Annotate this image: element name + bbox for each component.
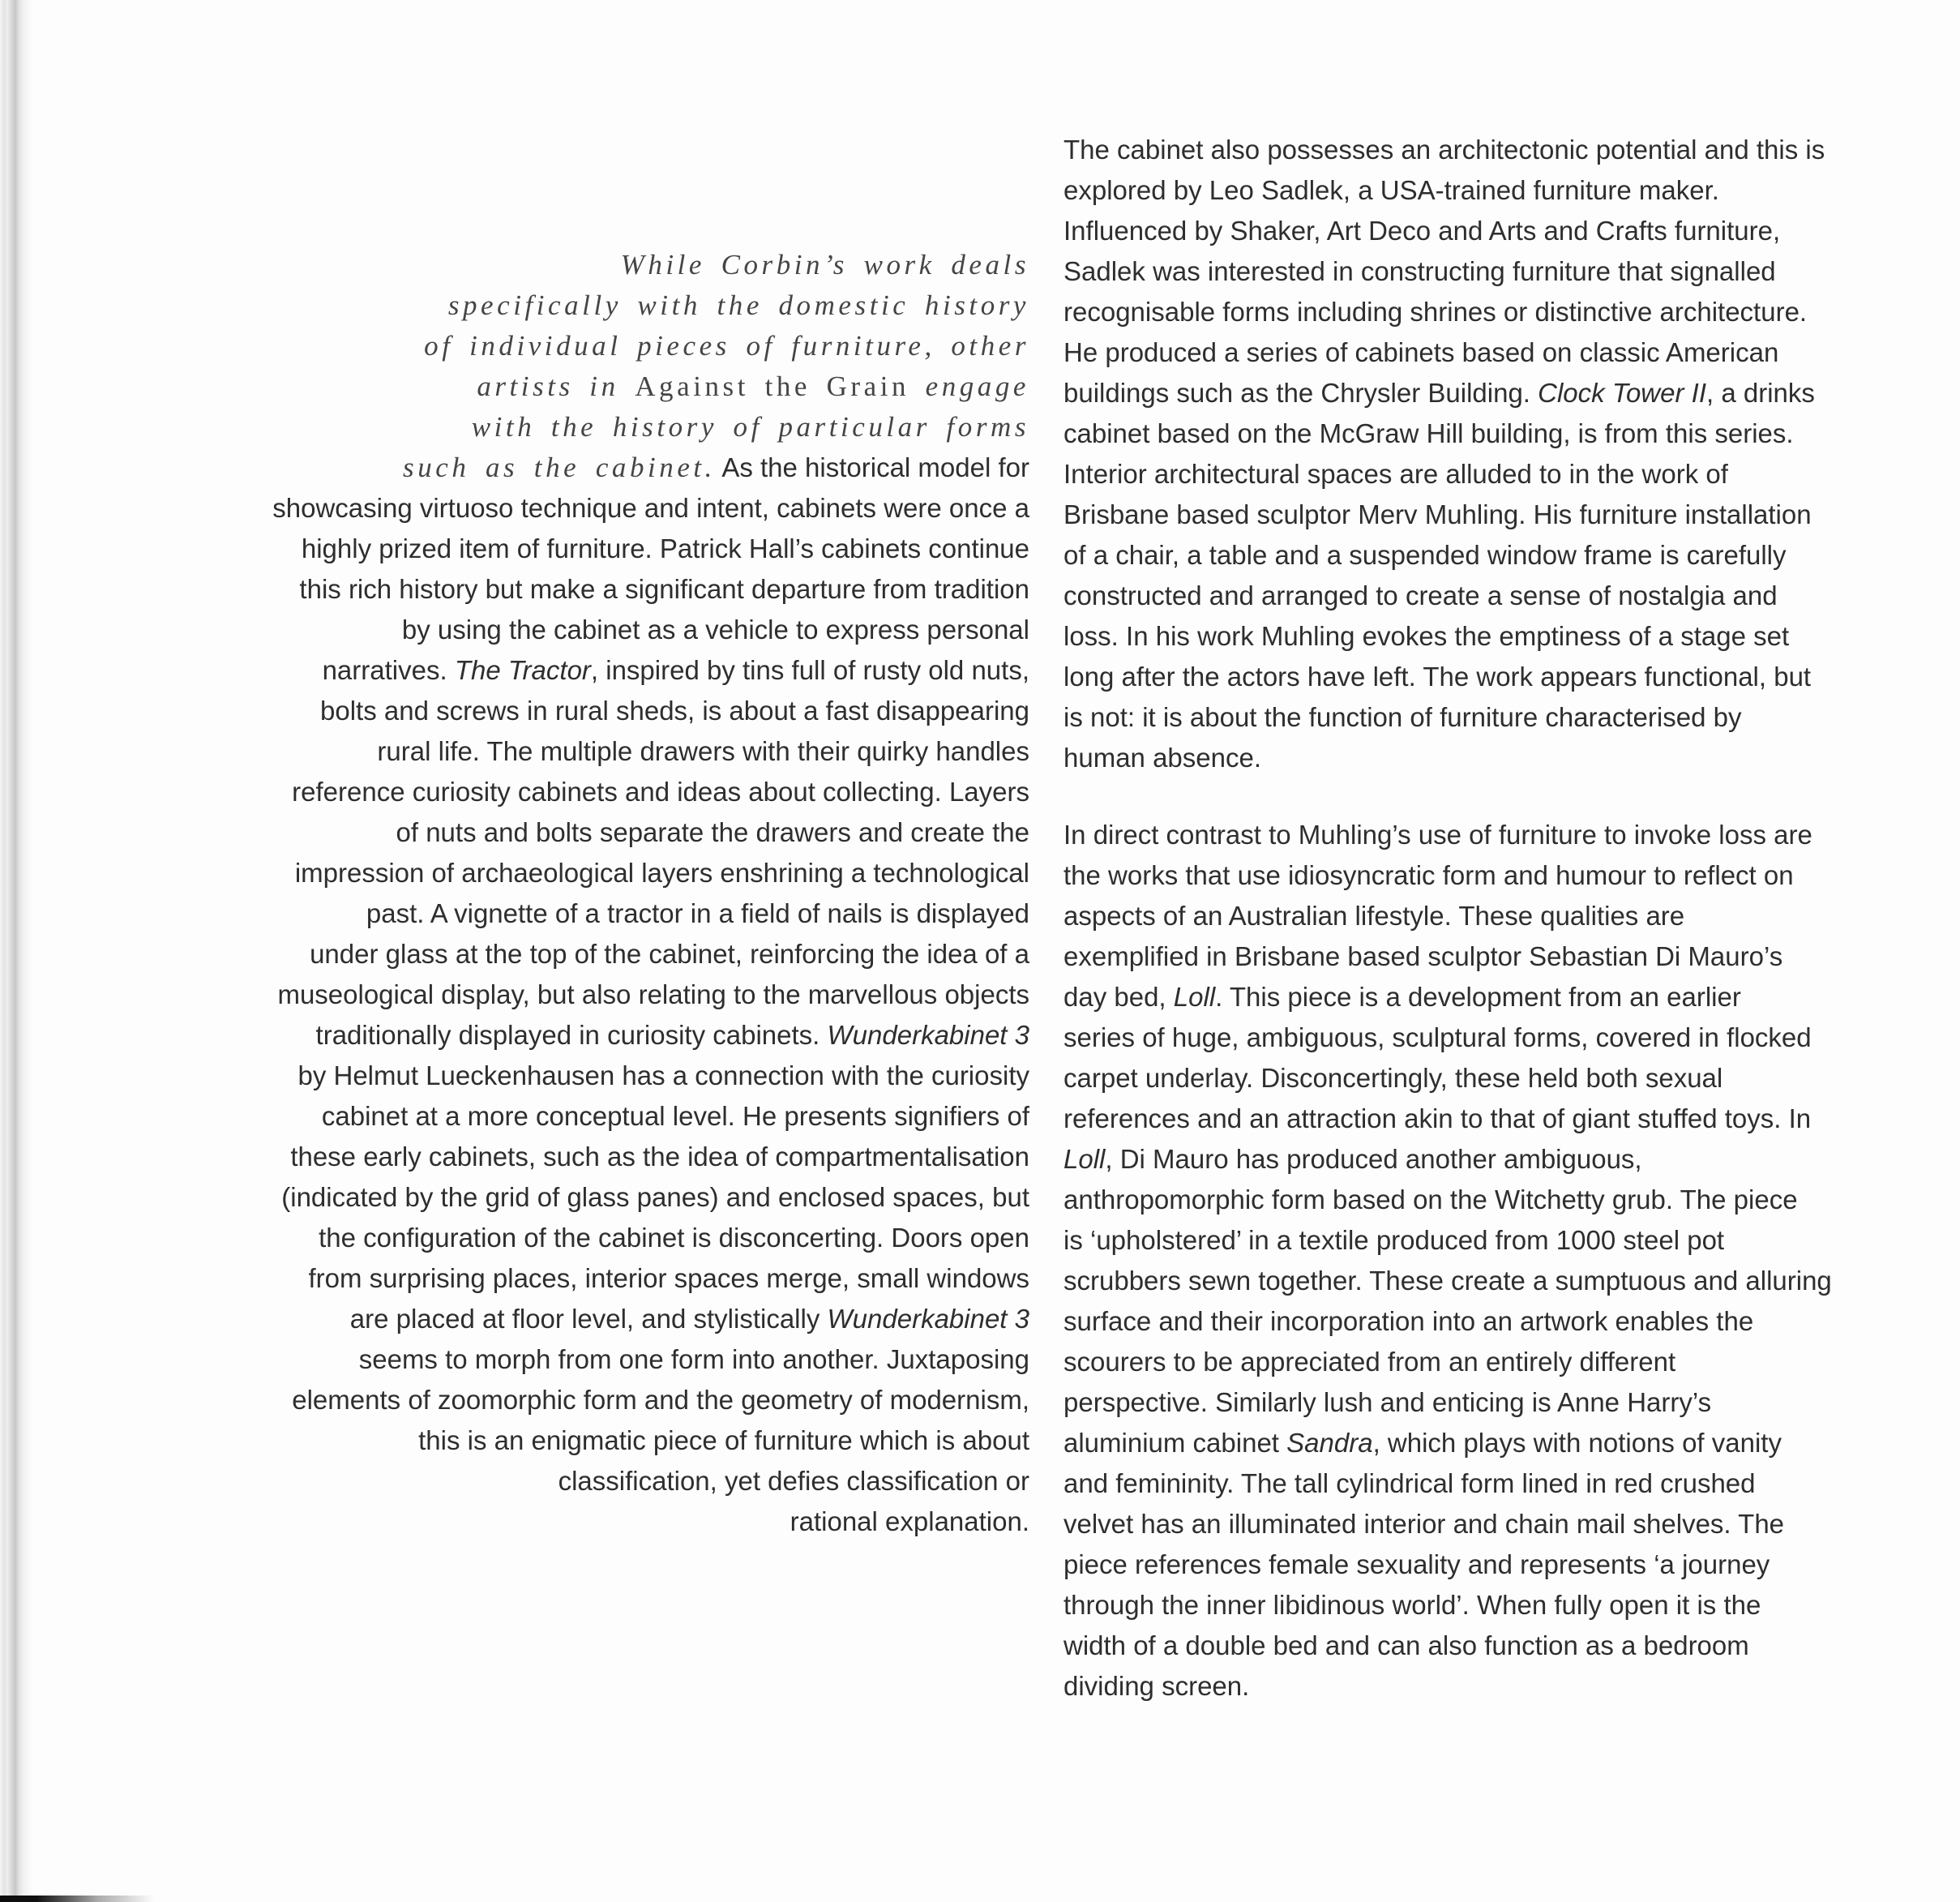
- text-line: [1063, 1220, 1924, 1261]
- text-segment: and femininity. The tall cylindrical form lined in red crushed: [1063, 1468, 1756, 1498]
- text-line: [1063, 1139, 1924, 1180]
- text-line: [1063, 1099, 1924, 1139]
- text-line: [1063, 1463, 1924, 1504]
- text-segment: of nuts and bolts separate the drawers and create the: [396, 817, 1029, 847]
- text-segment: classification, yet defies classification or: [558, 1466, 1029, 1496]
- text-segment: museological display, but also relating to the marvellous objects: [277, 979, 1029, 1009]
- text-line: [1063, 1017, 1924, 1058]
- text-segment: buildings such as the Chrysler Building.: [1063, 378, 1538, 408]
- text-segment: Wunderkabinet 3: [827, 1020, 1029, 1050]
- text-segment: the configuration of the cabinet is disconcerting. Doors open: [319, 1223, 1029, 1253]
- text-line: [154, 1177, 1029, 1218]
- text-segment: impression of archaeological layers enshrining a technological: [294, 858, 1029, 888]
- left-text-column: [154, 245, 1029, 1542]
- text-line: [1063, 1666, 1924, 1707]
- text-segment: Sandra: [1286, 1428, 1373, 1458]
- text-segment: of individual pieces of furniture, other: [424, 330, 1029, 362]
- text-segment: elements of zoomorphic form and the geometry of modernism,: [292, 1385, 1029, 1415]
- scan-smudge-artifact: [0, 1896, 154, 1902]
- text-segment: past. A vignette of a tractor in a field of nails is displayed: [366, 898, 1029, 928]
- text-line: [154, 1339, 1029, 1380]
- text-line: [154, 1299, 1029, 1339]
- text-segment: aluminium cabinet: [1063, 1428, 1287, 1458]
- text-line: [1063, 616, 1924, 657]
- text-line: [1063, 936, 1924, 977]
- text-segment: surface and their incorporation into an artwork enables the: [1063, 1306, 1754, 1336]
- text-segment: under glass at the top of the cabinet, reinforcing the idea of a: [310, 939, 1029, 969]
- text-segment: of a chair, a table and a suspended window frame is carefully: [1063, 540, 1787, 570]
- text-segment: are placed at floor level, and stylistically: [349, 1304, 828, 1334]
- text-segment: exemplified in Brisbane based sculptor Sebastian Di Mauro’s: [1063, 941, 1783, 971]
- text-line: [154, 1420, 1029, 1461]
- text-segment: showcasing virtuoso technique and intent, cabinets were once a: [272, 493, 1029, 523]
- text-segment: In direct contrast to Muhling’s use of furniture to invoke loss are: [1063, 820, 1812, 850]
- text-segment: from surprising places, interior spaces merge, small windows: [308, 1263, 1029, 1293]
- text-segment: through the inner libidinous world’. When fully open it is the: [1063, 1590, 1761, 1620]
- text-line: [154, 772, 1029, 812]
- text-segment: constructed and arranged to create a sense of nostalgia and: [1063, 580, 1778, 610]
- text-segment: is ‘upholstered’ in a textile produced from 1000 steel pot: [1063, 1225, 1725, 1255]
- text-segment: scourers to be appreciated from an entirely different: [1063, 1347, 1676, 1377]
- text-segment: this rich history but make a significant departure from tradition: [299, 574, 1029, 604]
- text-line: [154, 1501, 1029, 1542]
- text-line: [154, 285, 1029, 326]
- text-segment: scrubbers sewn together. These create a sumptuous and alluring: [1063, 1266, 1832, 1296]
- text-segment: engage: [909, 371, 1029, 402]
- text-line: [154, 650, 1029, 691]
- text-segment: perspective. Similarly lush and enticing is Anne Harry’s: [1063, 1387, 1712, 1417]
- text-line: [154, 853, 1029, 893]
- text-line: [1063, 576, 1924, 616]
- text-line: [1063, 1058, 1924, 1099]
- text-line: [1063, 413, 1924, 454]
- text-segment: references and an attraction akin to that of giant stuffed toys. In: [1063, 1103, 1812, 1133]
- text-line: [1063, 1261, 1924, 1301]
- text-segment: is not: it is about the function of furniture characterised by: [1063, 702, 1742, 732]
- text-segment: He produced a series of cabinets based on classic American: [1063, 337, 1779, 367]
- text-segment: these early cabinets, such as the idea of compartmentalisation: [290, 1142, 1029, 1172]
- text-segment: velvet has an illuminated interior and chain mail shelves. The: [1063, 1509, 1785, 1539]
- text-segment: anthropomorphic form based on the Witchetty grub. The piece: [1063, 1184, 1798, 1214]
- text-line: [154, 610, 1029, 650]
- text-segment: recognisable forms including shrines or distinctive architecture.: [1063, 297, 1808, 327]
- text-segment: traditionally displayed in curiosity cabinets.: [315, 1020, 828, 1050]
- text-line: [154, 731, 1029, 772]
- text-line: [154, 448, 1029, 488]
- text-line: [1063, 1423, 1924, 1463]
- text-segment: . This piece is a development from an earlier: [1215, 982, 1741, 1012]
- text-segment: width of a double bed and can also function as a bedroom: [1063, 1630, 1749, 1660]
- text-line: [1063, 1585, 1924, 1626]
- text-line: [154, 975, 1029, 1015]
- paragraph: [1063, 815, 1924, 1707]
- text-segment: seems to morph from one form into another. Juxtaposing: [358, 1344, 1029, 1374]
- text-line: [154, 326, 1029, 366]
- text-line: [1063, 1504, 1924, 1544]
- text-line: [1063, 373, 1924, 413]
- text-line: [154, 934, 1029, 975]
- text-segment: The cabinet also possesses an architectonic potential and this is: [1063, 135, 1825, 165]
- text-segment: the works that use idiosyncratic form and humour to reflect on: [1063, 860, 1794, 890]
- text-segment: As the historical model for: [715, 452, 1029, 482]
- text-segment: dividing screen.: [1063, 1671, 1250, 1701]
- text-segment: by using the cabinet as a vehicle to express personal: [401, 615, 1029, 645]
- text-line: [1063, 657, 1924, 697]
- text-segment: with the history of particular forms: [471, 411, 1029, 443]
- text-line: [154, 691, 1029, 731]
- text-segment: bolts and screws in rural sheds, is about a fast disappearing: [320, 696, 1029, 726]
- text-line: [1063, 815, 1924, 855]
- text-line: [1063, 211, 1924, 251]
- text-segment: Brisbane based sculptor Merv Muhling. His furniture installation: [1063, 499, 1812, 529]
- text-line: [1063, 454, 1924, 495]
- text-line: [154, 1137, 1029, 1177]
- text-segment: cabinet at a more conceptual level. He presents signifiers of: [321, 1101, 1029, 1131]
- text-segment: rural life. The multiple drawers with their quirky handles: [377, 736, 1029, 766]
- text-segment: loss. In his work Muhling evokes the emptiness of a stage set: [1063, 621, 1790, 651]
- text-line: [154, 407, 1029, 448]
- text-line: [1063, 896, 1924, 936]
- text-line: [154, 569, 1029, 610]
- text-segment: day bed,: [1063, 982, 1174, 1012]
- text-segment: piece references female sexuality and represents ‘a journey: [1063, 1549, 1770, 1579]
- text-segment: , a drinks: [1706, 378, 1815, 408]
- paragraph: [1063, 130, 1924, 778]
- scan-edge-artifact: [0, 0, 32, 1902]
- text-segment: Interior architectural spaces are alluded to in the work of: [1063, 459, 1728, 489]
- text-segment: Clock Tower II: [1538, 378, 1706, 408]
- text-segment: Influenced by Shaker, Art Deco and Arts and Crafts furniture,: [1063, 216, 1781, 246]
- text-line: [154, 1380, 1029, 1420]
- text-segment: long after the actors have left. The work appears functional, but: [1063, 662, 1812, 692]
- text-segment: , inspired by tins full of rusty old nuts,: [590, 655, 1029, 685]
- text-line: [154, 245, 1029, 285]
- text-segment: Sadlek was interested in constructing furniture that signalled: [1063, 256, 1776, 286]
- text-segment: narratives.: [322, 655, 455, 685]
- text-line: [154, 893, 1029, 934]
- text-segment: The Tractor: [454, 655, 591, 685]
- text-line: [154, 1218, 1029, 1258]
- text-line: [1063, 1180, 1924, 1220]
- text-line: [1063, 1342, 1924, 1382]
- text-segment: explored by Leo Sadlek, a USA-trained furniture maker.: [1063, 175, 1719, 205]
- text-line: [1063, 855, 1924, 896]
- text-segment: cabinet based on the McGraw Hill building, is from this series.: [1063, 418, 1794, 448]
- text-segment: human absence.: [1063, 743, 1262, 773]
- text-line: [1063, 1544, 1924, 1585]
- text-segment: Loll: [1063, 1144, 1106, 1174]
- text-segment: artists in: [477, 371, 636, 402]
- text-segment: such as the cabinet.: [403, 452, 716, 483]
- text-segment: by Helmut Lueckenhausen has a connection with the curiosity: [297, 1060, 1029, 1090]
- text-line: [1063, 535, 1924, 576]
- text-line: [1063, 1626, 1924, 1666]
- text-line: [154, 1258, 1029, 1299]
- text-line: [154, 366, 1029, 407]
- text-line: [1063, 697, 1924, 738]
- text-segment: rational explanation.: [790, 1506, 1029, 1536]
- text-line: [1063, 332, 1924, 373]
- text-line: [1063, 1382, 1924, 1423]
- text-line: [154, 1096, 1029, 1137]
- text-segment: While Corbin’s work deals: [620, 249, 1029, 281]
- text-segment: Against the Grain: [635, 371, 910, 402]
- text-segment: (indicated by the grid of glass panes) and enclosed spaces, but: [281, 1182, 1029, 1212]
- text-segment: carpet underlay. Disconcertingly, these held both sexual: [1063, 1063, 1723, 1093]
- text-line: [154, 1015, 1029, 1056]
- text-segment: , Di Mauro has produced another ambiguous,: [1105, 1144, 1642, 1174]
- text-segment: this is an enigmatic piece of furniture which is about: [418, 1425, 1029, 1455]
- text-line: [1063, 977, 1924, 1017]
- text-line: [1063, 495, 1924, 535]
- text-segment: highly prized item of furniture. Patrick Hall’s cabinets continue: [301, 533, 1029, 563]
- right-text-column: [1063, 130, 1924, 1707]
- text-line: [1063, 1301, 1924, 1342]
- text-segment: , which plays with notions of vanity: [1372, 1428, 1782, 1458]
- text-segment: specifically with the domestic history: [447, 289, 1029, 321]
- text-line: [154, 488, 1029, 529]
- text-segment: Wunderkabinet 3: [827, 1304, 1029, 1334]
- text-line: [1063, 170, 1924, 211]
- text-line: [1063, 292, 1924, 332]
- text-segment: reference curiosity cabinets and ideas about collecting. Layers: [292, 777, 1029, 807]
- text-line: [1063, 251, 1924, 292]
- text-line: [154, 1461, 1029, 1501]
- text-line: [1063, 130, 1924, 170]
- text-line: [154, 529, 1029, 569]
- text-segment: aspects of an Australian lifestyle. These qualities are: [1063, 901, 1685, 931]
- text-line: [154, 1056, 1029, 1096]
- text-line: [1063, 738, 1924, 778]
- text-line: [154, 812, 1029, 853]
- text-segment: Loll: [1173, 982, 1216, 1012]
- text-segment: series of huge, ambiguous, sculptural forms, covered in flocked: [1063, 1022, 1812, 1052]
